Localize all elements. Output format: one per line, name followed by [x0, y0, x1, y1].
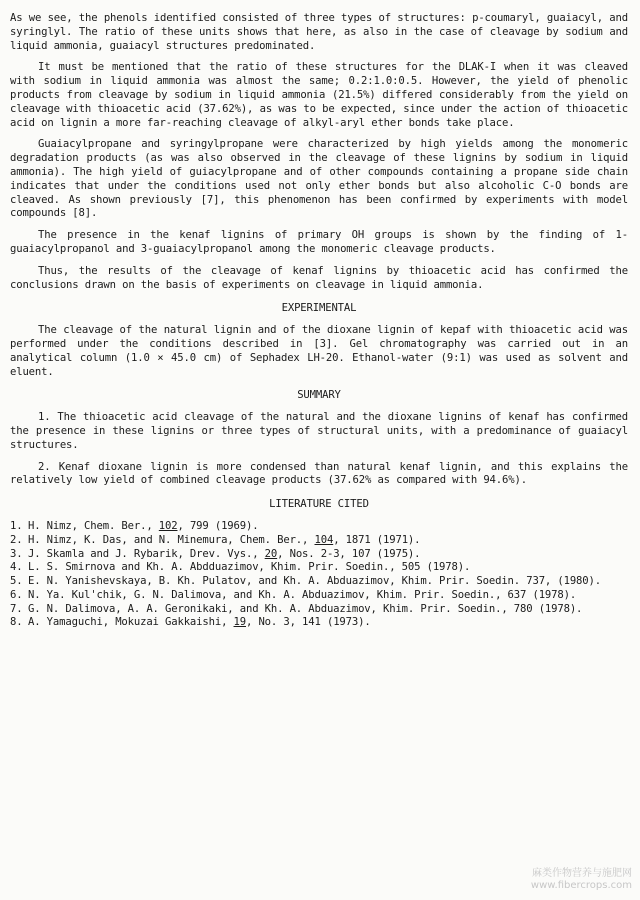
- reference-text: E. N. Yanishevskaya, B. Kh. Pulatov, and Kh. A. Abduazimov, Khim. Prir. Soedin. 737, (1980).: [28, 575, 601, 588]
- reference-text: G. N. Dalimova, A. A. Geronikaki, and Kh. A. Abduazimov, Khim. Prir. Soedin., 780 (1978).: [28, 602, 583, 615]
- volume-number: 19: [233, 616, 246, 629]
- reference-item: [10, 603, 628, 617]
- reference-item: [10, 534, 628, 548]
- reference-number: 7.: [10, 602, 23, 615]
- watermark-line: 麻类作物营养与施肥网: [532, 868, 632, 879]
- reference-text: A. Yamaguchi, Mokuzai Gakkaishi, 19, No. 3, 141 (1973).: [28, 616, 371, 629]
- body-paragraph: Thus, the results of the cleavage of kenaf lignins by thioacetic acid has confirmed the conclusions drawn on the basis of experiments on cleavage in liquid ammonia.: [10, 264, 628, 291]
- summary-item: 1. The thioacetic acid cleavage of the natural and the dioxane lignins of kenaf has confirmed the presence in these lignins or three types of structural units, with a predominance of guaiacyl structures.: [10, 411, 628, 451]
- reference-item: [10, 589, 628, 603]
- reference-number: 1.: [10, 519, 23, 532]
- reference-text: H. Nimz, K. Das, and N. Minemura, Chem. Ber., 104, 1871 (1971).: [28, 533, 421, 546]
- reference-item: [10, 548, 628, 562]
- summary-heading: SUMMARY: [297, 389, 341, 402]
- literature-heading: LITERATURE CITED: [269, 498, 369, 511]
- reference-number: 5.: [10, 575, 23, 588]
- reference-text: H. Nimz, Chem. Ber., 102, 799 (1969).: [28, 519, 259, 532]
- reference-number: 3.: [10, 547, 23, 560]
- volume-number: 104: [314, 533, 334, 546]
- reference-item: [10, 575, 628, 589]
- watermark: [531, 868, 632, 892]
- reference-text: N. Ya. Kul'chik, G. N. Dalimova, and Kh. A. Abduazimov, Khim. Prir. Soedin., 637 (1978).: [28, 588, 577, 601]
- reference-item: [10, 616, 628, 630]
- reference-text: J. Skamla and J. Rybarik, Drev. Vys., 20, Nos. 2-3, 107 (1975).: [28, 547, 421, 560]
- reference-number: 6.: [10, 588, 23, 601]
- reference-item: [10, 561, 628, 575]
- reference-item: [10, 520, 628, 534]
- body-paragraph: As we see, the phenols identified consisted of three types of structures: p-coumaryl, guaiacyl, and syringlyl. The ratio of these units shows that here, as also in the case of cleavage by sodium and liquid ammonia, guaiacyl structures predominated.: [10, 12, 628, 52]
- body-paragraph: It must be mentioned that the ratio of these structures for the DLAK-I when it was cleaved with sodium in liquid ammonia was almost the same; 0.2:1.0:0.5. However, the yield of phenolic products from cleavage by sodium in liquid ammonia (21.5%) differed considerably from the yield on cleavage with thioacetic acid (37.62%), as was to be expected, since under the action of thioacetic acid on lignin a more far-reaching cleavage of alkyl-aryl ether bonds take place.: [10, 61, 628, 129]
- reference-number: 8.: [10, 616, 23, 629]
- reference-list: [10, 520, 628, 630]
- volume-number: 102: [158, 519, 178, 532]
- summary-item: 2. Kenaf dioxane lignin is more condensed than natural kenaf lignin, and this explains the relatively low yield of combined cleavage products (37.62% as compared with 94.6%).: [10, 460, 628, 487]
- experimental-paragraph: The cleavage of the natural lignin and of the dioxane lignin of kepaf with thioacetic acid was performed under the conditions described in [3]. Gel chromatography was carried out in an analytical column (1.0 × 45.0 cm) of Sephadex LH-20. Ethanol-water (9:1) was used as solvent and eluent.: [10, 324, 628, 378]
- reference-text: L. S. Smirnova and Kh. A. Abdduazimov, Khim. Prir. Soedin., 505 (1978).: [28, 561, 471, 574]
- watermark-url: www.fibercrops.com: [530, 880, 632, 891]
- reference-number: 4.: [10, 561, 23, 574]
- body-paragraph: The presence in the kenaf lignins of primary OH groups is shown by the finding of 1-guaiacylpropanol and 3-guaiacylpropanol among the monomeric cleavage products.: [10, 229, 628, 255]
- experimental-heading: EXPERIMENTAL: [281, 302, 357, 315]
- volume-number: 20: [264, 547, 278, 560]
- reference-number: 2.: [10, 533, 23, 546]
- body-paragraph: Guaiacylpropane and syringylpropane were characterized by high yields among the monomeric degradation products (as was also observed in the cleavage of these lignins by sodium in liquid ammonia). The high yield of guiacylpropane and of other compounds containing a propane side chain indicates that under the conditions used not only ether bonds but also alcoholic C-O bonds are cleaved. As shown previously [7], this phenomenon has been confirmed by experiments with model compounds [8].: [10, 138, 628, 220]
